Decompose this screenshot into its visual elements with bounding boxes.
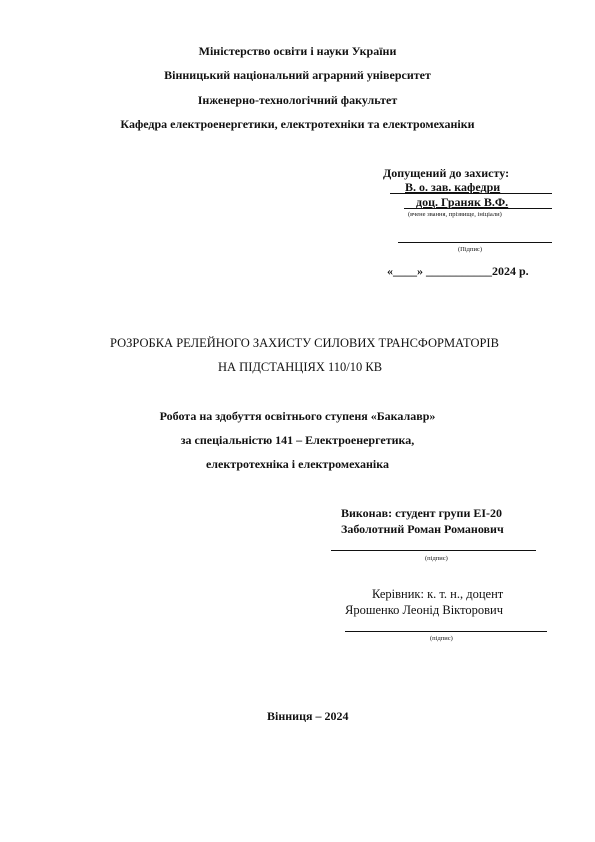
admitted-label: Допущений до захисту: — [383, 166, 510, 180]
head-name: доц. Граняк В.Ф. — [416, 195, 509, 209]
thesis-title-line1: РОЗРОБКА РЕЛЕЙНОГО ЗАХИСТУ СИЛОВИХ ТРАНСФОРМАТОРІВ — [110, 336, 499, 350]
faculty-name: Інженерно-технологічний факультет — [197, 93, 398, 107]
degree-line1: Робота на здобуття освітнього ступеня «Бакалавр» — [159, 409, 436, 423]
approval-signature-line — [398, 242, 552, 243]
author-name: Заболотний Роман Романович — [341, 522, 504, 536]
supervisor-signature-caption: (підпис) — [430, 635, 453, 642]
supervisor-signature-line — [345, 631, 547, 632]
name-caption: (вчене звання, прізвище, ініціали) — [408, 211, 502, 218]
approval-date: «____» ___________2024 р. — [387, 264, 529, 278]
ministry-name: Міністерство освіти і науки України — [198, 44, 397, 58]
author-role: Виконав: студент групи ЕІ-20 — [341, 506, 503, 520]
thesis-title-line2: НА ПІДСТАНЦІЯХ 110/10 КВ — [218, 360, 383, 374]
name-underline — [404, 208, 552, 209]
city-year: Вінниця – 2024 — [267, 709, 349, 723]
department-name: Кафедра електроенергетики, електротехніки та електромеханіки — [120, 117, 475, 131]
degree-line2: за спеціальністю 141 – Електроенергетика, — [180, 433, 415, 447]
position-underline — [390, 193, 552, 194]
author-signature-caption: (підпис) — [425, 555, 448, 562]
approval-signature-caption: (Підпис) — [458, 246, 482, 253]
supervisor-role: Керівник: к. т. н., доцент — [372, 587, 504, 601]
author-signature-line — [331, 550, 536, 551]
university-name: Вінницький національний аграрний університет — [164, 68, 431, 82]
head-position: В. о. зав. кафедри — [405, 180, 501, 194]
degree-line3: електротехніка і електромеханіка — [205, 457, 390, 471]
supervisor-name: Ярошенко Леонід Вікторович — [345, 603, 503, 617]
